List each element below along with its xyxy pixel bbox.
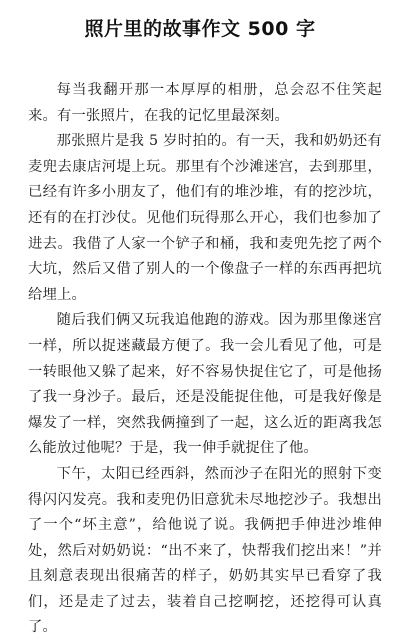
paragraph-4: 下午，太阳已经西斜，然而沙子在阳光的照射下变得闪闪发亮。我和麦兜仍旧意犹未尽地挖沙子。我想出了一个“坏主意”，给他说了说。我俩把手伸进沙堆伸处，然后对奶奶说：“出不来了，快帮我们挖出来！”并且刻意表现出很痛苦的样子，奶奶其实早已看穿了我们，还是走了过去，装着自己挖啊挖，还挖得可认真了。 (28, 465, 382, 636)
paragraph-3: 随后我们俩又玩我追他跑的游戏。因为那里像迷宫一样，所以捉迷藏最方便了。我一会儿看见了他，可是一转眼他又躲了起来，好不容易快捉住它了，可是他扬了我一身沙子。最后，还是没能捉住他，可是我好像是爆发了一样，突然我俩撞到了一起，这么近的距离我怎么能放过他呢？于是，我一伸手就捉住了他。 (28, 312, 382, 457)
paragraph-2: 那张照片是我 5 岁时拍的。有一天，我和奶奶还有麦兜去康店河堤上玩。那里有个沙滩迷宫，去到那里，已经有许多小朋友了，他们有的堆沙堆，有的挖沙坑，还有的在打沙仗。见他们玩得那么开心，我们也参加了进去。我借了人家一个铲子和桶，我和麦兜先挖了两个大坑，然后又借了别人的一个像盘子一样的东西再把坑给埋上。 (28, 133, 382, 303)
paragraph-1: 每当我翻开那一本厚厚的相册，总会忍不住笑起来。有一张照片，在我的记忆里最深刻。 (28, 82, 382, 124)
essay-title: 照片里的故事作文 500 字 (84, 18, 316, 40)
essay-body (28, 78, 382, 641)
